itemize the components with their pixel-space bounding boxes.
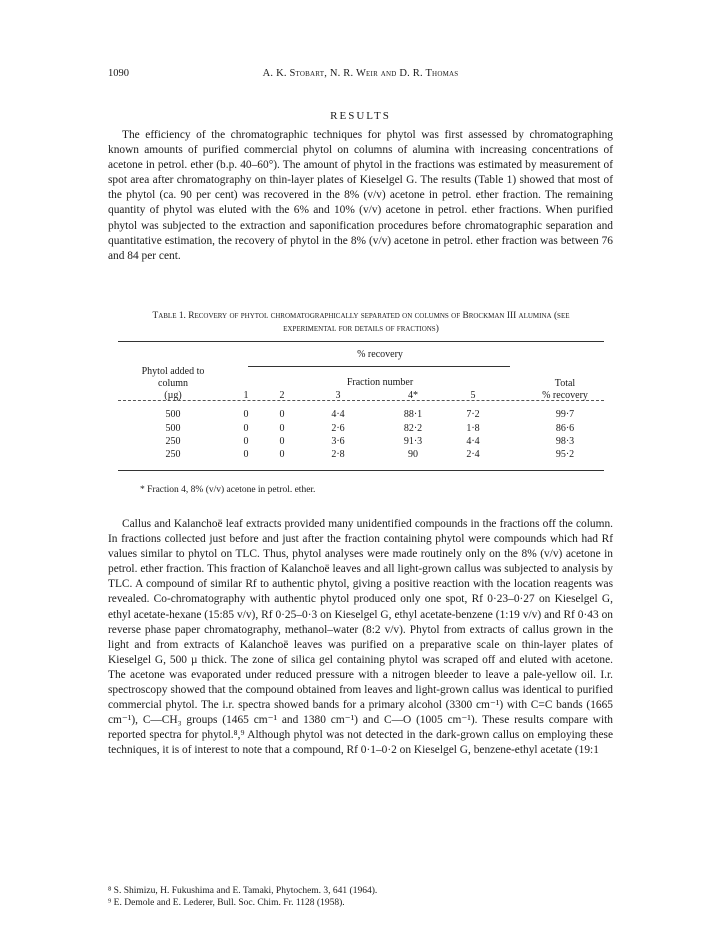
table-cell: 0 bbox=[279, 409, 285, 420]
table-cell: 0 bbox=[279, 436, 285, 447]
page-number: 1090 bbox=[108, 68, 129, 79]
table-cell: 98·3 bbox=[555, 436, 575, 447]
table-cell: 0 bbox=[279, 449, 285, 460]
table-cell: 7·2 bbox=[466, 409, 480, 420]
col-header-fraction-1: 1 bbox=[243, 390, 249, 401]
table-cell: 500 bbox=[165, 423, 181, 434]
table-cell: 95·2 bbox=[555, 449, 575, 460]
table-cell: 91·3 bbox=[403, 436, 423, 447]
table-cell: 88·1 bbox=[403, 409, 423, 420]
table-cell: 250 bbox=[165, 449, 181, 460]
table-cell: 99·7 bbox=[555, 409, 575, 420]
reference-list bbox=[108, 885, 613, 909]
table-footnote: * Fraction 4, 8% (v/v) acetone in petrol. ether. bbox=[140, 485, 316, 495]
table-cell: 90 bbox=[408, 449, 418, 460]
table-cell: 82·2 bbox=[403, 423, 423, 434]
reference-8: ⁸ S. Shimizu, H. Fukushima and E. Tamaki, Phytochem. 3, 641 (1964). bbox=[108, 886, 378, 896]
paragraph-text: Callus and Kalanchoë leaf extracts provided many unidentified compounds in the fractions off the column. In fractions collected just before and just after the fraction containing phytol were compounds which had Rf values similar to phytol on TLC. Thus, phytol analyses were made routinely only on the 8% (v/v) acetone in petrol. ether fraction. This fraction of Kalanchoë leaves and all light-grown callus was subjected to analysis by TLC. A compound of similar Rf to authentic phytol, giving a positive reaction with the location reagents was revealed. Co-chromatography with authentic phytol produced only one spot, Rf 0·23–0·27 on Kieselgel G, ethyl acetate-hexane (15:85 v/v), Rf 0·25–0·3 on Kieselgel G, ethyl acetate-benzene (1:19 v/v) and Rf 0·43 on reverse phase paper chromatography, methanol–water (8:2 v/v). Phytol from extracts of callus grown in the light and from extracts of Kalanchoë leaves was purified on a preparative scale on thin-layer plates of Kieselgel G, 500 µ thick. The zone of silica gel containing phytol was scraped off and eluted with acetone. The acetone was evaporated under reduced pressure with a nitrogen bleeder to leave a pale-yellow oil. I.r. spectroscopy showed that the compound obtained from leaves and light-grown callus was identical to purified commercial phytol. The i.r. spectra showed bands for a primary alcohol (3300 cm⁻¹) with C=C bands (1665 cm⁻¹), C—CH₃ groups (1465 cm⁻¹ and 1380 cm⁻¹) and C—O (1005 cm⁻¹). These results compare with reported spectra for phytol.⁸,⁹ Although phytol was not detected in the dark-grown callus on employing these techniques, it is of interest to note that a compound, Rf 0·1–0·2 on Kieselgel G, benzene-ethyl acetate (19:1 bbox=[108, 518, 613, 757]
col-header-phytol-line3: (µg) bbox=[164, 390, 182, 401]
table-top-rule bbox=[118, 341, 604, 342]
col-header-fraction-4: 4* bbox=[408, 390, 418, 401]
table-caption: Table 1. Recovery of phytol chromatographically separated on columns of Brockman III alumina (see experimental for details of fractions) bbox=[152, 311, 570, 334]
section-title: RESULTS bbox=[330, 110, 391, 122]
table-cell: 86·6 bbox=[555, 423, 575, 434]
col-header-fraction-3: 3 bbox=[335, 390, 341, 401]
table-cell: 0 bbox=[243, 449, 249, 460]
col-header-phytol-line1: Phytol added to bbox=[141, 366, 205, 377]
fraction-header: Fraction number bbox=[346, 377, 414, 388]
table-cell: 2·4 bbox=[466, 449, 480, 460]
col-header-total-line2: % recovery bbox=[542, 390, 588, 401]
table-cell: 2·8 bbox=[331, 449, 345, 460]
table-cell: 0 bbox=[243, 409, 249, 420]
group-brace bbox=[248, 366, 510, 367]
col-header-fraction-2: 2 bbox=[279, 390, 285, 401]
table-cell: 500 bbox=[165, 409, 181, 420]
table-cell: 4·4 bbox=[466, 436, 480, 447]
table-bottom-rule bbox=[118, 470, 604, 471]
table-cell: 2·6 bbox=[331, 423, 345, 434]
col-header-fraction-5: 5 bbox=[470, 390, 476, 401]
table-cell: 0 bbox=[243, 436, 249, 447]
results-paragraph-1 bbox=[108, 128, 613, 264]
table-cell: 3·6 bbox=[331, 436, 345, 447]
table-cell: 0 bbox=[243, 423, 249, 434]
table-cell: 0 bbox=[279, 423, 285, 434]
col-header-phytol-line2: column bbox=[158, 378, 188, 389]
paragraph-text: The efficiency of the chromatographic techniques for phytol was first assessed by chromatographing known amounts of purified commercial phytol on columns of alumina with increasing concentrations of acetone in petrol. ether (b.p. 40–60°). The amount of phytol in the fractions was estimated by measurement of spot area after chromatography on thin-layer plates of Kieselgel G. The results (Table 1) showed that most of the phytol (ca. 90 per cent) was recovered in the 8% (v/v) acetone in petrol. ether fraction. The remaining quantity of phytol was eluted with the 6% and 10% (v/v) acetone in petrol. ether fractions. When purified phytol was subjected to the extraction and saponification procedures before chromatographic separation and quantitative estimation, the recovery of phytol in the 8% (v/v) acetone in petrol. ether fraction was between 76 and 84 per cent. bbox=[108, 129, 613, 262]
table-cell: 4·4 bbox=[331, 409, 345, 420]
table-cell: 250 bbox=[165, 436, 181, 447]
col-header-total-line1: Total bbox=[554, 378, 576, 389]
group-header: % recovery bbox=[357, 349, 403, 360]
results-paragraph-2 bbox=[108, 517, 613, 759]
table-cell: 1·8 bbox=[466, 423, 480, 434]
running-head-authors: A. K. Stobart, N. R. Weir and D. R. Thomas bbox=[262, 68, 459, 79]
reference-9: ⁹ E. Demole and E. Lederer, Bull. Soc. Chim. Fr. 1128 (1958). bbox=[108, 898, 345, 908]
